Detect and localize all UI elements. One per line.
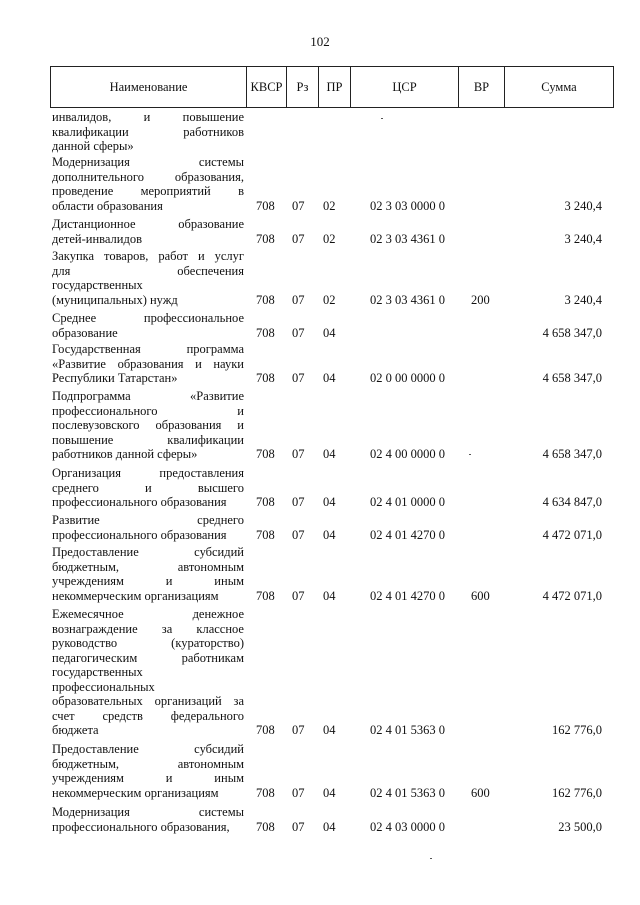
row-sum: 4 658 347,0 — [542, 371, 602, 385]
scan-speck — [430, 858, 432, 859]
row-kvsr: 708 — [256, 447, 275, 461]
row-pr: 04 — [323, 527, 336, 542]
row-name-line: квалификации работников — [52, 124, 244, 139]
row-pr: 04 — [323, 785, 336, 800]
row-name-line: Подпрограмма «Развитие — [52, 389, 244, 403]
page-number: 102 — [310, 34, 330, 49]
row-name-line: работников данной сферы» — [52, 447, 198, 461]
header-pr: ПР — [318, 67, 350, 107]
row-csr: 02 4 01 4270 0 — [370, 588, 445, 603]
row-pr: 02 — [323, 292, 336, 307]
row-csr: 02 3 03 4361 0 — [370, 231, 445, 246]
row-vr: 600 — [471, 785, 490, 800]
row-pr: 02 — [323, 198, 336, 213]
row-name-line: счет средств федерального — [52, 708, 244, 723]
row-csr: 02 4 01 4270 0 — [370, 527, 445, 542]
row-csr: 02 4 01 0000 0 — [370, 495, 445, 509]
row-name — [52, 742, 244, 800]
row-sum: 162 776,0 — [552, 785, 602, 800]
row-pr: 04 — [323, 371, 336, 385]
row-kvsr: 708 — [256, 785, 275, 800]
row-sum: 3 240,4 — [564, 198, 602, 213]
row-rz: 07 — [292, 723, 305, 737]
row-sum: 162 776,0 — [552, 723, 602, 737]
row-name-line: Государственная программа — [52, 342, 244, 356]
row-pr: 04 — [323, 588, 336, 603]
row-kvsr: 708 — [256, 527, 275, 542]
header-kvsr: КВСР — [246, 67, 286, 107]
header-vr: ВР — [458, 67, 504, 107]
row-vr: 200 — [471, 292, 490, 307]
row-csr: 02 3 03 0000 0 — [370, 198, 445, 213]
row-name — [52, 545, 244, 603]
row-name-line: Среднее профессиональное — [52, 311, 244, 325]
row-sum: 4 634 847,0 — [542, 495, 602, 509]
row-name-line: бюджетным, автономным — [52, 756, 244, 771]
row-rz: 07 — [292, 198, 305, 213]
row-name-line: профессионального образования, — [52, 819, 230, 834]
row-pr: 04 — [323, 447, 336, 461]
row-pr: 02 — [323, 231, 336, 246]
row-name — [52, 389, 244, 462]
row-name — [52, 155, 244, 213]
row-name-line: проведение мероприятий в — [52, 184, 244, 198]
row-name-line: (муниципальных) нужд — [52, 292, 178, 307]
row-name-line: Модернизация системы — [52, 805, 244, 819]
row-pr: 04 — [323, 325, 336, 340]
row-name-line: Развитие среднего — [52, 513, 244, 527]
row-kvsr: 708 — [256, 371, 275, 385]
header-csr: ЦСР — [350, 67, 458, 107]
scan-speck — [469, 454, 471, 455]
row-name — [52, 217, 244, 246]
row-name-line: профессионального образования — [52, 527, 227, 542]
row-pr: 04 — [323, 723, 336, 737]
row-name-line: учреждениям и иным — [52, 574, 244, 588]
row-kvsr: 708 — [256, 588, 275, 603]
row-name-line: инвалидов, и повышение — [52, 110, 244, 124]
row-name-line: образовательных организаций за — [52, 694, 244, 708]
row-name-line: государственных — [52, 278, 143, 292]
row-name-line: среднего и высшего — [52, 480, 244, 495]
row-sum: 4 472 071,0 — [542, 527, 602, 542]
row-name-line: Республики Татарстан» — [52, 371, 178, 385]
row-rz: 07 — [292, 292, 305, 307]
row-sum: 4 658 347,0 — [542, 325, 602, 340]
row-name-line: некоммерческим организациям — [52, 785, 219, 800]
row-name-line: области образования — [52, 198, 163, 213]
row-kvsr: 708 — [256, 325, 275, 340]
row-kvsr: 708 — [256, 292, 275, 307]
row-vr: 600 — [471, 588, 490, 603]
row-name-line: Предоставление субсидий — [52, 742, 244, 756]
row-rz: 07 — [292, 495, 305, 509]
row-kvsr: 708 — [256, 819, 275, 834]
row-sum: 4 472 071,0 — [542, 588, 602, 603]
row-name-line: образование — [52, 325, 118, 340]
row-kvsr: 708 — [256, 495, 275, 509]
row-name-line: профессионального образования — [52, 495, 227, 509]
row-name-line: профессионального и — [52, 403, 244, 418]
table-header — [50, 66, 614, 108]
row-name-line: бюджета — [52, 723, 99, 737]
row-name-line: повышение квалификации — [52, 432, 244, 447]
row-name-line: некоммерческим организациям — [52, 588, 219, 603]
row-csr: 02 4 00 0000 0 — [370, 447, 445, 461]
scan-speck — [381, 118, 383, 119]
row-name — [52, 466, 244, 510]
row-name-line: данной сферы» — [52, 139, 134, 153]
row-name-line: педагогическим работникам — [52, 650, 244, 665]
row-name-line: руководство (кураторство) — [52, 636, 244, 650]
row-name — [52, 805, 244, 834]
row-name-line: Закупка товаров, работ и услуг — [52, 249, 244, 263]
row-name-line: Ежемесячное денежное — [52, 607, 244, 621]
row-csr: 02 3 03 4361 0 — [370, 292, 445, 307]
row-rz: 07 — [292, 325, 305, 340]
row-rz: 07 — [292, 588, 305, 603]
row-name-line: «Развитие образования и науки — [52, 356, 244, 371]
row-rz: 07 — [292, 447, 305, 461]
header-sum: Сумма — [504, 67, 614, 107]
row-name-line: детей-инвалидов — [52, 231, 142, 246]
row-sum: 4 658 347,0 — [542, 447, 602, 461]
row-name-line: Организация предоставления — [52, 466, 244, 480]
row-rz: 07 — [292, 231, 305, 246]
row-sum: 3 240,4 — [564, 292, 602, 307]
row-name-line: дополнительного образования, — [52, 169, 244, 184]
row-name — [52, 311, 244, 340]
row-name — [52, 110, 244, 154]
row-name — [52, 513, 244, 542]
row-csr: 02 0 00 0000 0 — [370, 371, 445, 385]
row-name — [52, 342, 244, 386]
row-csr: 02 4 01 5363 0 — [370, 723, 445, 737]
row-name-line: Дистанционное образование — [52, 217, 244, 231]
row-name-line: вознаграждение за классное — [52, 621, 244, 636]
row-kvsr: 708 — [256, 723, 275, 737]
row-pr: 04 — [323, 495, 336, 509]
row-name-line: государственных — [52, 665, 143, 679]
row-name — [52, 607, 244, 738]
row-kvsr: 708 — [256, 231, 275, 246]
row-name — [52, 249, 244, 307]
row-csr: 02 4 01 5363 0 — [370, 785, 445, 800]
row-name-line: бюджетным, автономным — [52, 559, 244, 574]
row-csr: 02 4 03 0000 0 — [370, 819, 445, 834]
row-sum: 23 500,0 — [558, 819, 602, 834]
header-name: Наименование — [50, 67, 246, 107]
row-kvsr: 708 — [256, 198, 275, 213]
row-rz: 07 — [292, 819, 305, 834]
row-name-line: Модернизация системы — [52, 155, 244, 169]
row-name-line: послевузовского образования и — [52, 418, 244, 432]
row-name-line: профессиональных — [52, 679, 155, 694]
row-rz: 07 — [292, 371, 305, 385]
row-rz: 07 — [292, 785, 305, 800]
row-sum: 3 240,4 — [564, 231, 602, 246]
row-pr: 04 — [323, 819, 336, 834]
row-rz: 07 — [292, 527, 305, 542]
row-name-line: для обеспечения — [52, 263, 244, 278]
row-name-line: учреждениям и иным — [52, 771, 244, 785]
row-name-line: Предоставление субсидий — [52, 545, 244, 559]
header-rz: Рз — [286, 67, 318, 107]
